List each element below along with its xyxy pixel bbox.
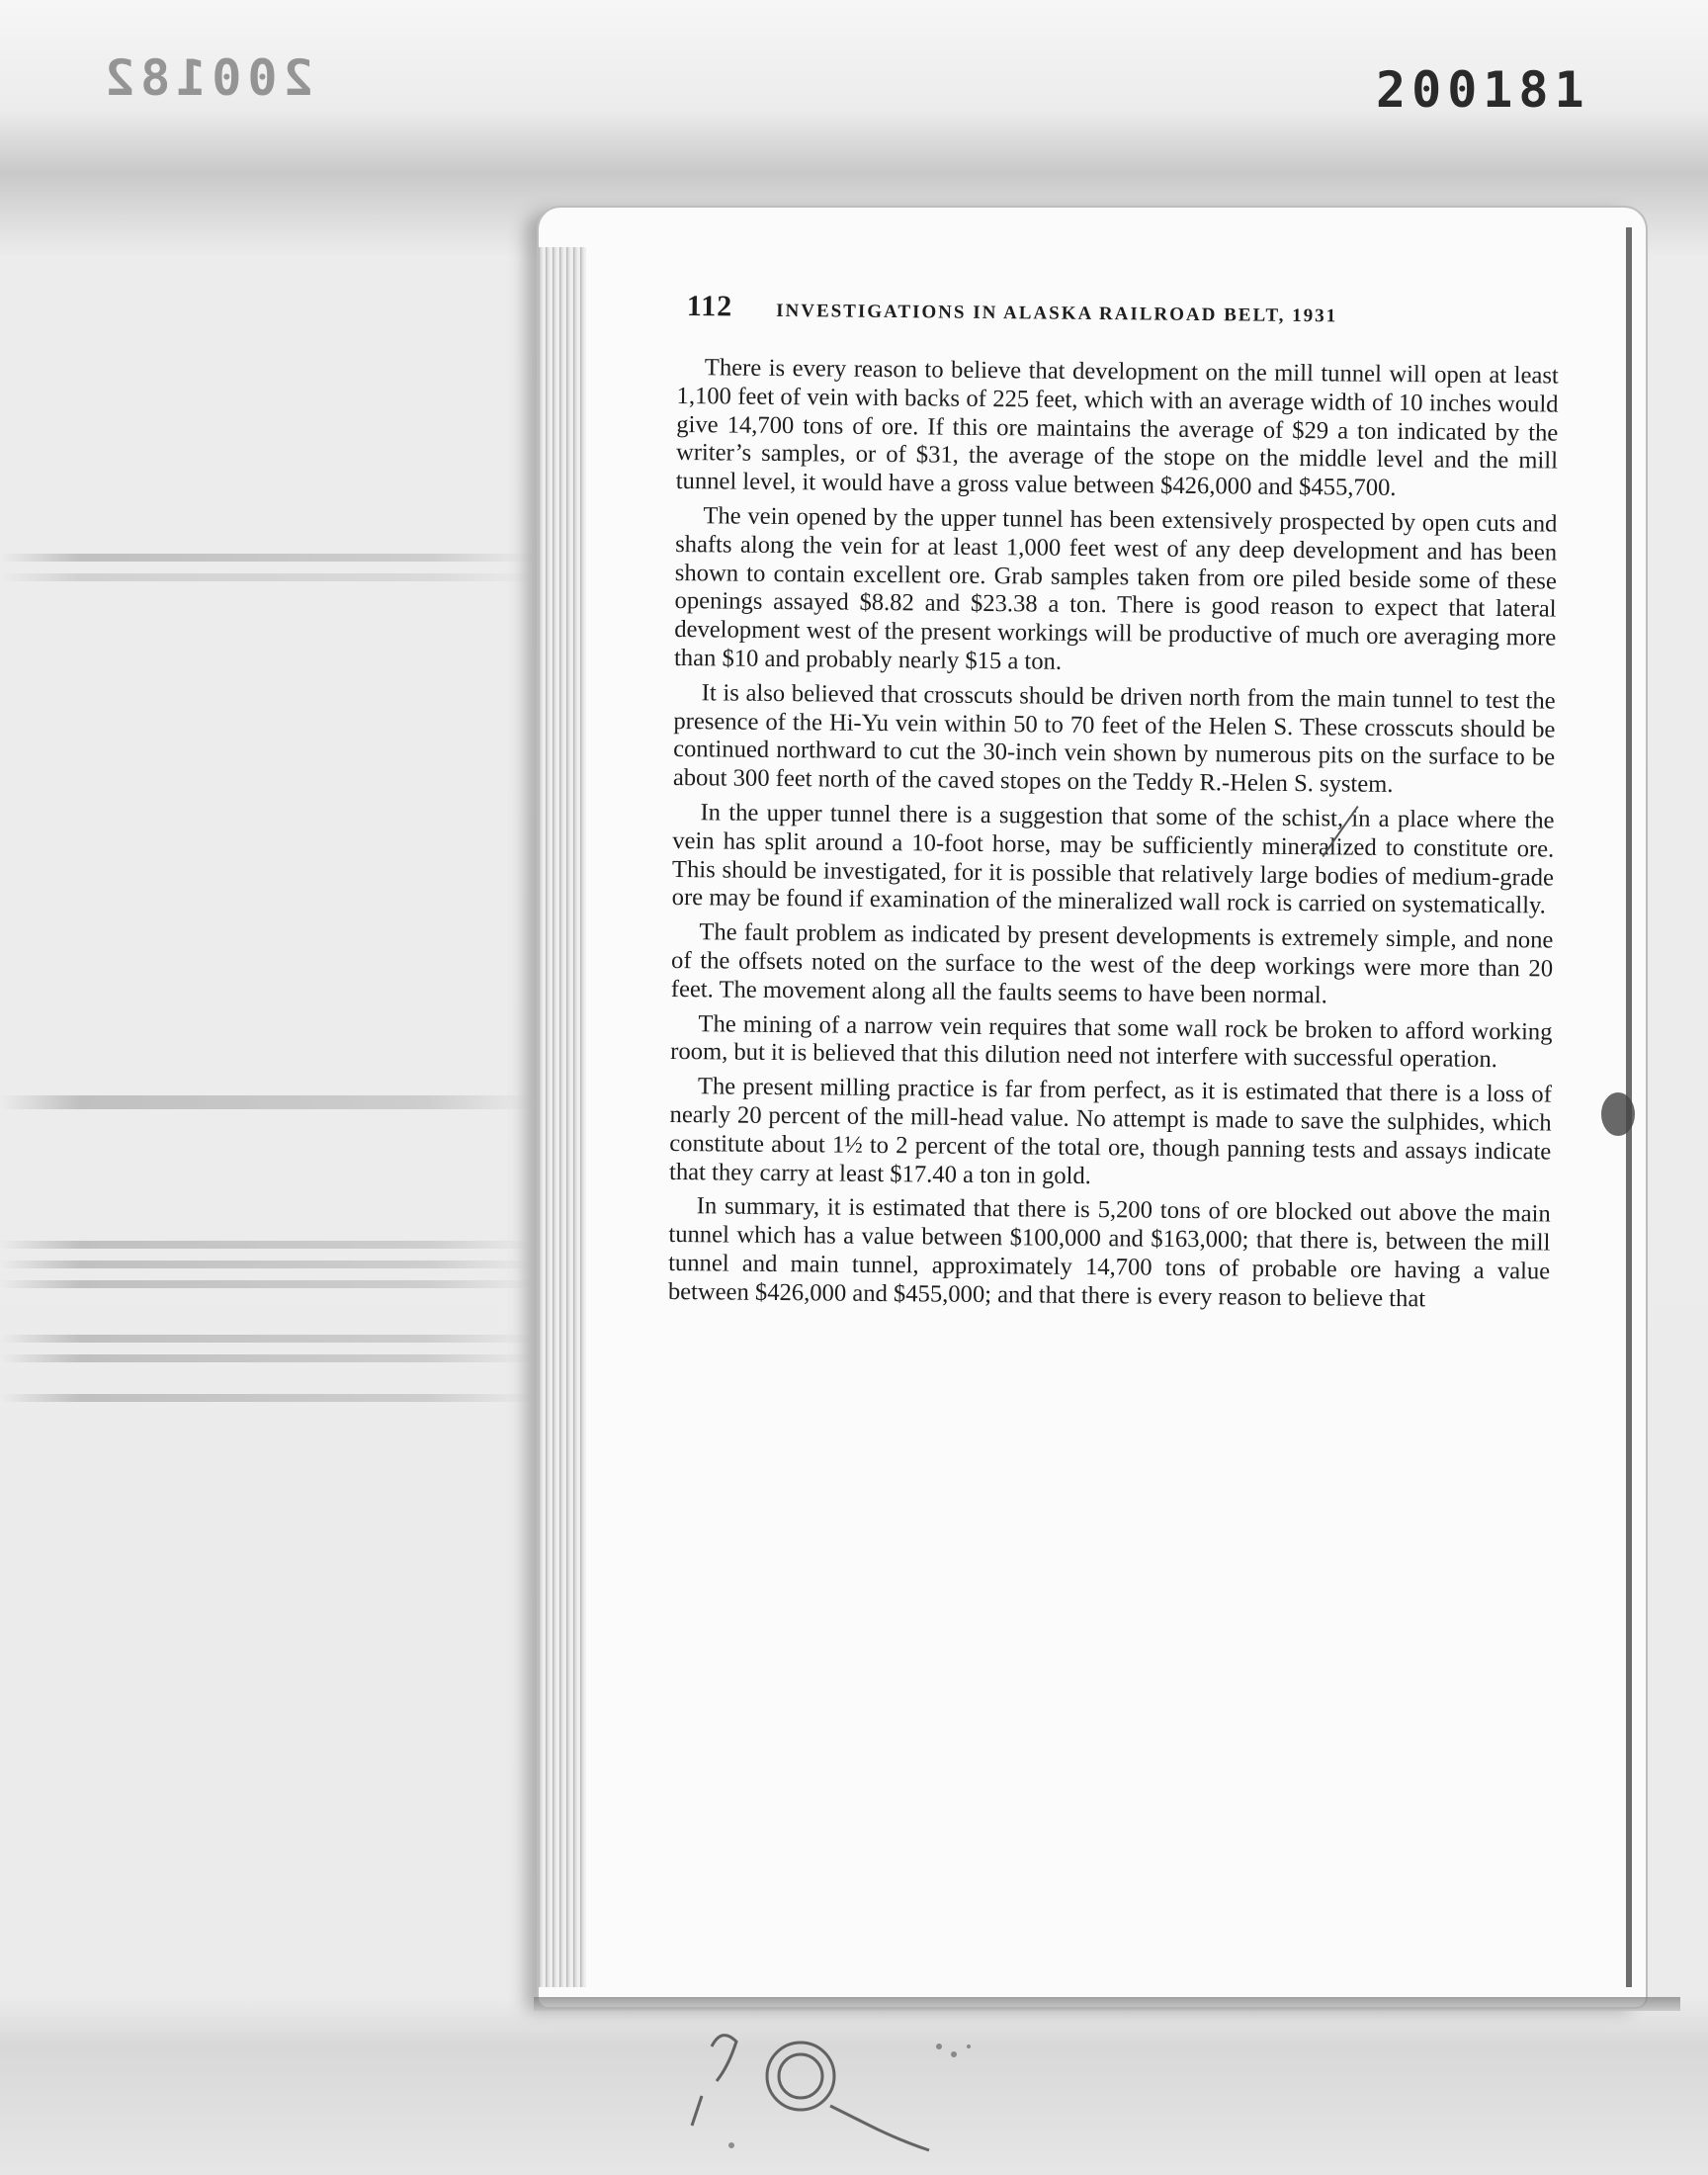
scan-streak	[0, 554, 534, 562]
paragraph: The fault problem as indicated by present developments is extremely simple, and none of the offsets noted on the surface to the west of the deep workings were more than 20 feet. The movement along all the faults seems to have been normal.	[670, 918, 1554, 1009]
body-text	[668, 354, 1559, 1321]
page-header	[687, 290, 1497, 331]
running-head: INVESTIGATIONS IN ALASKA RAILROAD BELT, 1931	[776, 300, 1338, 327]
paragraph: In summary, it is estimated that there is 5,200 tons of ore blocked out above the main tunnel which has a value between $100,000 and $163,000; that there is, between the mill tunnel and main tunnel, approximately 14,700 tons of probable ore having a value between $426,000 and $455,000; and that there is every reason to believe that	[667, 1192, 1551, 1313]
ink-blot	[1601, 1092, 1635, 1136]
scan-streak	[0, 1241, 534, 1249]
stamp-number: 200181	[1376, 61, 1590, 119]
page-number: 112	[686, 290, 733, 323]
paragraph: The present milling practice is far from perfect, as it is estimated that there is a loss of nearly 20 percent of the mill-head value. No attempt is made to save the sulphides, which constitute about 1½ to 2 percent of the total ore, though panning tests and assays indicate that they carry at least $17.40 a ton in gold.	[668, 1073, 1552, 1189]
stamp-mark	[672, 2007, 1048, 2165]
page-stack-edge	[539, 247, 586, 1987]
paragraph: There is every reason to believe that development on the mill tunnel will open at least 1,100 feet of vein with backs of 225 feet, which with an average width of 10 inches would give 14,700 tons of ore. If this ore maintains the average of $29 a ton indicated by the writer’s samples, or of $31, the average of the stope on the middle level and the mill tunnel level, it would have a gross value between $426,000 and $455,700.	[675, 354, 1559, 502]
mirrored-stamp-number: 200182	[99, 49, 313, 107]
paragraph: The mining of a narrow vein requires that some wall rock be broken to afford working room, but it is believed that this dilution need not interfere with successful operation.	[670, 1009, 1553, 1074]
scan-streak	[0, 1095, 534, 1109]
book-page	[539, 208, 1646, 2007]
scan-streak	[0, 1335, 534, 1343]
scan-streak	[0, 1394, 534, 1402]
paragraph: The vein opened by the upper tunnel has been extensively prospected by open cuts and shafts along the vein for at least 1,000 feet west of any deep development and has been shown to contain excellent ore. Grab samples taken from ore piled beside some of these openings assayed $8.82 and $23.38 a ton. There is good reason to expect that lateral development west of the present workings will be productive of much ore averaging more than $10 and probably nearly $15 a ton.	[673, 502, 1558, 675]
scan-streak	[0, 573, 534, 581]
scan-streak	[0, 1280, 534, 1288]
scan-streak	[0, 1354, 534, 1362]
paragraph: It is also believed that crosscuts should be driven north from the main tunnel to test the presence of the Hi-Yu vein within 50 to 70 feet of the Helen S. These crosscuts should be continued northward to cut the 30-inch vein shown by numerous pits on the surface to be about 300 feet north of the caved stopes on the Teddy R.-Helen S. system.	[672, 679, 1556, 799]
scan-streak	[0, 1261, 534, 1268]
paragraph: In the upper tunnel there is a suggestion that some of the schist, in a place where the vein has split around a 10-foot horse, may be sufficiently mineralized to constitute ore. This should be investigated, for it is possible that relatively large bodies of medium-grade ore may be found if examination of the mineralized wall rock is carried on systematically.	[671, 799, 1555, 919]
